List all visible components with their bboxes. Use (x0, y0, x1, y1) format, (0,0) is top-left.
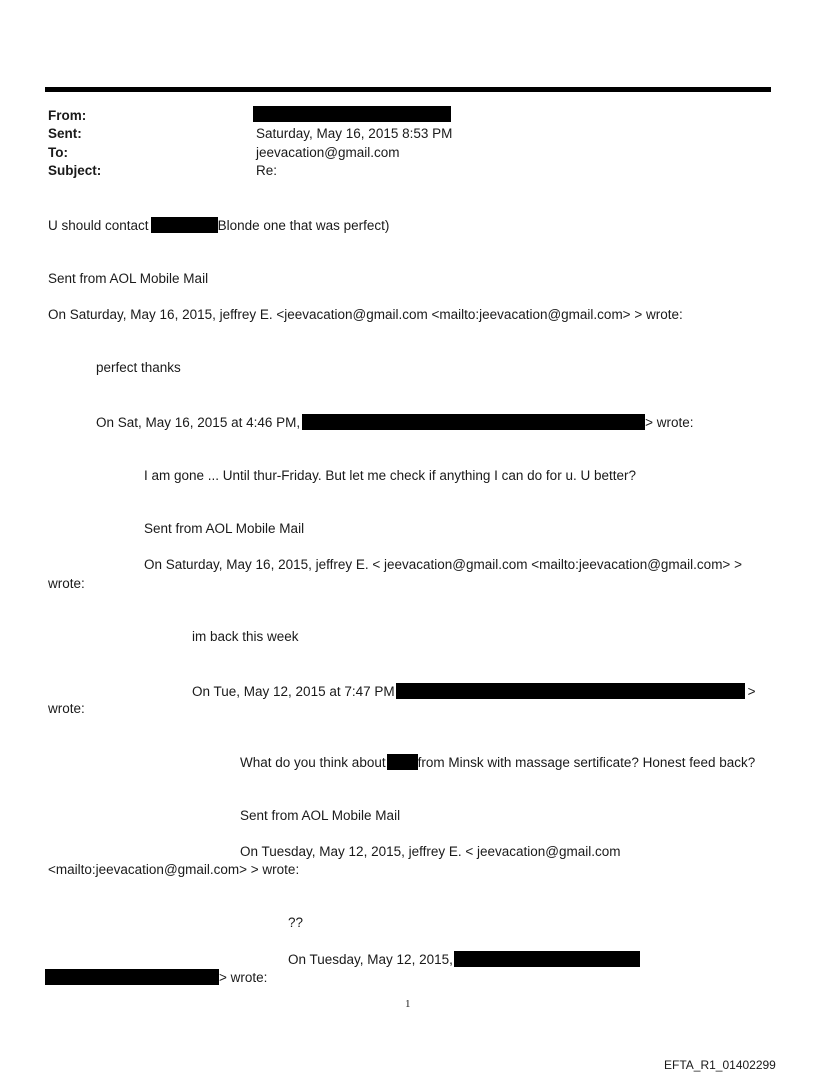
message-line: ?? (288, 915, 304, 930)
subject-value: Re: (256, 163, 278, 178)
quote-header: On Saturday, May 16, 2015, jeffrey E. <jeevacation@gmail.com <mailto:jeevacation@gmail.com> > wrote: (48, 307, 683, 322)
redaction-block (45, 969, 219, 985)
line-text: On Sat, May 16, 2015 at 4:46 PM, (96, 415, 301, 430)
quote-header-cont: wrote: (48, 701, 85, 716)
quote-header (192, 683, 756, 700)
quote-header (96, 414, 694, 431)
quote-header-cont: <mailto:jeevacation@gmail.com> > wrote: (48, 862, 300, 877)
sent-label: Sent: (48, 126, 82, 141)
message-line (240, 754, 755, 771)
line-text: What do you think about (240, 755, 386, 770)
redaction-block (302, 414, 645, 430)
quote-header: On Saturday, May 16, 2015, jeffrey E. < jeevacation@gmail.com <mailto:jeevacation@gmail.com> > (144, 557, 742, 572)
quote-header-cont (45, 969, 267, 986)
line-text: from Minsk with massage sertificate? Honest feed back? (417, 755, 756, 770)
to-label: To: (48, 145, 68, 160)
line-text: On Tuesday, May 12, 2015, (288, 952, 453, 967)
quote-header (288, 951, 640, 968)
from-redaction (253, 106, 451, 122)
line-text: > (747, 684, 756, 699)
line-text: On Tue, May 12, 2015 at 7:47 PM (192, 684, 395, 699)
signature-line: Sent from AOL Mobile Mail (240, 808, 401, 823)
to-value: jeevacation@gmail.com (256, 145, 400, 160)
subject-label: Subject: (48, 163, 102, 178)
document-id: EFTA_R1_01402299 (664, 1058, 776, 1072)
redaction-block (396, 683, 745, 699)
message-line (48, 217, 389, 234)
redaction-block (454, 951, 640, 967)
header-rule (45, 87, 771, 92)
line-text: Blonde one that was perfect) (217, 218, 390, 233)
quote-header: On Tuesday, May 12, 2015, jeffrey E. < jeevacation@gmail.com (240, 844, 621, 859)
page-number: 1 (405, 998, 411, 1010)
signature-line: Sent from AOL Mobile Mail (48, 271, 209, 286)
line-text: > wrote: (645, 415, 694, 430)
redaction-block (151, 217, 218, 233)
message-line: im back this week (192, 629, 299, 644)
message-line: perfect thanks (96, 360, 181, 375)
message-line: I am gone ... Until thur-Friday. But let me check if anything I can do for u. U better? (144, 468, 636, 483)
line-text: > wrote: (219, 970, 268, 985)
signature-line: Sent from AOL Mobile Mail (144, 521, 305, 536)
redaction-block (387, 754, 418, 770)
from-label: From: (48, 108, 87, 123)
quote-header-cont: wrote: (48, 576, 85, 591)
line-text: U should contact (48, 218, 149, 233)
sent-value: Saturday, May 16, 2015 8:53 PM (256, 126, 453, 141)
